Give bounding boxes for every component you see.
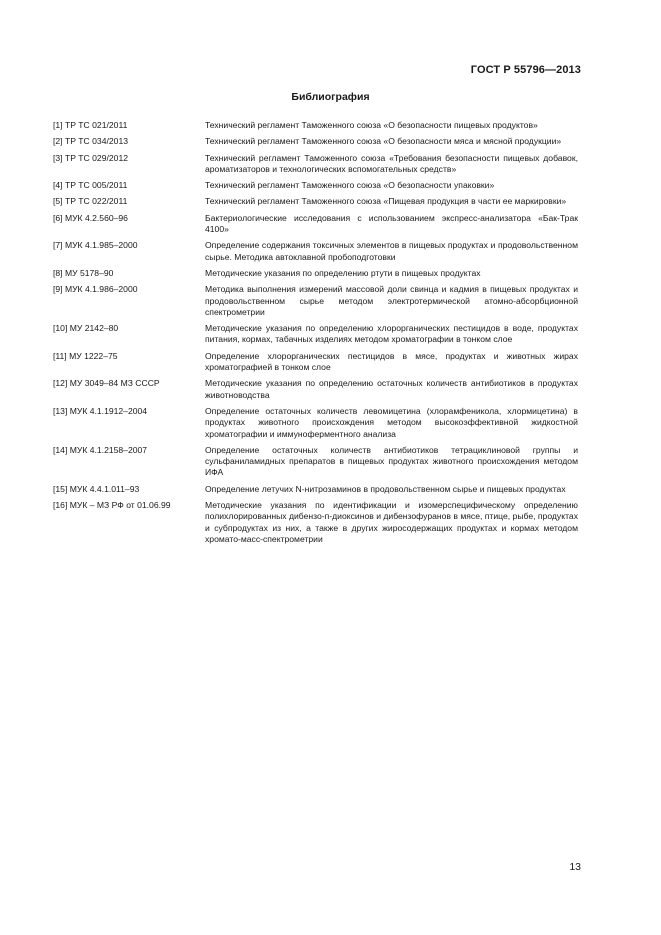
entry-description: Методические указания по идентификации и изомерспецифическому определению полихлорированных дибензо-п-диоксинов и дибензофуранов в мясе, птице, рыбе, продуктах и субпродуктах из них, а также в других жиросодержащих продуктах и кормах методом хромато-масс-спектрометрии <box>205 500 578 544</box>
entry-reference: [10] МУ 2142–80 <box>53 323 119 334</box>
bibliography-entry <box>53 213 578 236</box>
bibliography-entry <box>53 484 578 495</box>
bibliography-title: Библиография <box>291 91 370 103</box>
entry-description: Технический регламент Таможенного союза «О безопасности упаковки» <box>205 180 495 191</box>
bibliography-entry <box>53 180 578 191</box>
entry-description: Определение летучих N-нитрозаминов в продовольственном сырье и пищевых продуктах <box>205 483 566 494</box>
entry-description: Технический регламент Таможенного союза «О безопасности мяса и мясной продукции» <box>205 136 562 147</box>
bibliography-entry <box>53 136 578 147</box>
entry-reference: [8] МУ 5178–90 <box>53 267 114 278</box>
standard-designation: ГОСТ Р 55796—2013 <box>470 64 581 76</box>
entry-reference: [16] МУК – МЗ РФ от 01.06.99 <box>53 500 171 511</box>
entry-reference: [14] МУК 4.1.2158–2007 <box>53 444 148 455</box>
entry-reference: [2] ТР ТС 034/2013 <box>53 136 128 147</box>
entry-description: Методические указания по определению ртути в пищевых продуктах <box>205 267 481 278</box>
bibliography-entry <box>53 323 578 346</box>
entry-description: Методические указания по определению остаточных количеств антибиотиков в продуктах животноводства <box>205 378 578 400</box>
bibliography-list <box>53 120 578 550</box>
bibliography-entry <box>53 240 578 263</box>
entry-description: Технический регламент Таможенного союза «Требования безопасности пищевых добавок, ароматизаторов и технологических вспомогательных средств» <box>205 152 578 174</box>
entry-reference: [13] МУК 4.1.1912–2004 <box>53 405 148 416</box>
entry-reference: [6] МУК 4.2.560–96 <box>53 212 128 223</box>
entry-reference: [12] МУ 3049–84 МЗ СССР <box>53 378 160 389</box>
bibliography-entry <box>53 153 578 176</box>
entry-reference: [11] МУ 1222–75 <box>53 350 118 361</box>
entry-description: Определение остаточных количеств левомицетина (хлорамфеникола, хлормицетина) в продуктах животного происхождения методом высокоэффективной жидкостной хроматографии и иммуноферментного анализа <box>205 405 578 439</box>
entry-description: Бактериологические исследования с использованием экспресс-анализатора «Бак-Трак 4100» <box>205 212 578 235</box>
bibliography-entry <box>53 445 578 479</box>
entry-reference: [15] МУК 4.4.1.011–93 <box>53 483 140 494</box>
bibliography-entry <box>53 351 578 374</box>
bibliography-entry <box>53 196 578 207</box>
bibliography-entry <box>53 284 578 318</box>
bibliography-entry <box>53 120 578 131</box>
entry-reference: [4] ТР ТС 005/2011 <box>53 180 128 191</box>
entry-reference: [3] ТР ТС 029/2012 <box>53 152 128 163</box>
bibliography-entry <box>53 406 578 440</box>
entry-description: Определение содержания токсичных элементов в пищевых продуктах и продовольственном сырье. Методика автоклавной пробоподготовки <box>205 240 578 262</box>
entry-description: Методика выполнения измерений массовой доли свинца и кадмия в пищевых продуктах и продовольственном сырье методом электротермической атомно-абсорбционной спектрометрии <box>205 284 578 317</box>
page-number: 13 <box>569 861 581 873</box>
entry-reference: [9] МУК 4.1.986–2000 <box>53 284 138 295</box>
entry-description: Технический регламент Таможенного союза «Пищевая продукция в части ее маркировки» <box>205 196 567 207</box>
entry-description: Технический регламент Таможенного союза «О безопасности пищевых продуктов» <box>205 120 538 130</box>
bibliography-entry <box>53 378 578 401</box>
bibliography-entry <box>53 500 578 545</box>
entry-reference: [5] ТР ТС 022/2011 <box>53 196 128 207</box>
entry-description: Определение остаточных количеств антибиотиков тетрациклиновой группы и сульфаниламидных препаратов в пищевых продуктах животного происхождения методом ИФА <box>205 444 578 478</box>
entry-description: Определение хлорорганических пестицидов в мясе, продуктах и животных жирах хроматографией в тонком слое <box>205 350 578 373</box>
entry-description: Методические указания по определению хлорорганических пестицидов в воде, продуктах питания, кормах, табачных изделиях методом хроматографии в тонком слое <box>205 323 578 345</box>
entry-reference: [7] МУК 4.1.985–2000 <box>53 240 138 251</box>
bibliography-entry <box>53 268 578 279</box>
entry-reference: [1] ТР ТС 021/2011 <box>53 120 128 130</box>
